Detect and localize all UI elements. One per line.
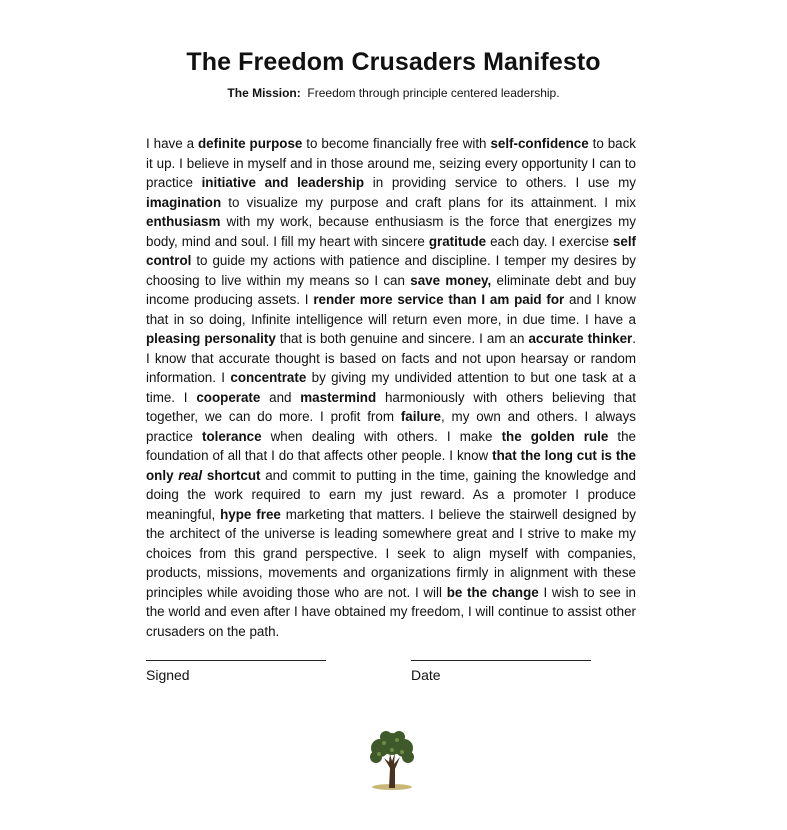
emphasis-text: self control <box>146 233 636 268</box>
emphasis-text: concentrate <box>230 370 307 385</box>
body-text-segment: and I know that in so doing, Infinite intelligence will return even more, in due time. I have a <box>146 292 636 327</box>
tree-icon <box>362 728 422 792</box>
signed-label: Signed <box>146 667 190 683</box>
body-text-segment: eliminate debt and buy income producing assets. I <box>146 272 636 307</box>
body-text-segment: by giving my undivided attention to but one task at a time. I <box>146 370 637 405</box>
signature-line <box>146 643 326 661</box>
emphasis-text: accurate thinker <box>528 331 633 346</box>
signature-field <box>146 643 326 683</box>
body-text-segment: when dealing with others. I make <box>261 428 502 444</box>
mission-text: Freedom through principle centered leadership. <box>307 86 560 100</box>
body-text-segment: and <box>260 389 301 405</box>
date-label: Date <box>411 667 441 683</box>
emphasis-text: render more service than I am paid for <box>313 292 565 307</box>
mission-label: The Mission: <box>227 86 301 100</box>
body-text-segment: , my own and others. I always practice <box>146 409 637 444</box>
emphasis-text: enthusiasm <box>146 214 221 229</box>
body-text-segment: . I know that accurate thought is based on facts and not upon hearsay or random information. I <box>146 331 636 385</box>
date-field <box>411 643 591 683</box>
body-text-segment: marketing that matters. I believe the stairwell designed by the architect of the universe is leading somewhere great and I strive to make my choices from this grand perspective. I seek to align myself with companies, products, missions, movements and organizations firmly in alignment with these principles while avoiding those who are not. I will <box>146 506 636 600</box>
body-text-segment: to visualize my purpose and craft plans for its attainment. I mix <box>221 194 636 210</box>
mission-statement <box>0 86 787 100</box>
emphasis-text: mastermind <box>300 389 377 405</box>
emphasis-text: tolerance <box>201 428 262 444</box>
emphasis-text: pleasing personality <box>146 331 276 346</box>
emphasis-text: initiative and leadership <box>201 175 365 190</box>
emphasis-text: hype free <box>220 506 281 522</box>
body-text-segment: harmoniously with others believing that together, we can do more. I profit from <box>146 389 636 424</box>
emphasis-text: gratitude <box>428 233 487 249</box>
manifesto-paragraph <box>146 134 636 641</box>
emphasis-text: real <box>178 467 203 483</box>
emphasis-text: failure <box>400 409 441 424</box>
emphasis-text: imagination <box>146 194 222 210</box>
body-text-segment: that is both genuine and sincere. I am an <box>275 331 529 346</box>
document-title: The Freedom Crusaders Manifesto <box>186 48 601 76</box>
date-line <box>411 643 591 661</box>
body-text-segment: each day. I exercise <box>486 233 613 249</box>
body-text-segment: and commit to putting in the time, gaining the knowledge and doing the work required to earn my just reward. As a promoter I produce meaningful, <box>146 467 636 522</box>
emphasis-text: that the long cut is the only <box>146 448 636 483</box>
body-text-segment: with my work, because enthusiasm is the force that energizes my body, mind and soul. I fill my heart with sincere <box>146 214 636 249</box>
body-text-segment: to guide my actions with patience and discipline. I temper my desires by choosing to live within my means so I can <box>146 253 636 288</box>
body-text-segment: to become financially free with <box>302 136 491 151</box>
emphasis-text: the golden rule <box>501 428 609 444</box>
body-text-segment: I have a <box>146 136 198 151</box>
emphasis-text: definite purpose <box>198 136 303 151</box>
emphasis-text: be the change <box>446 584 539 600</box>
body-text-segment: I wish to see in the world and even after I have obtained my freedom, I will continue to assist other crusaders on the path. <box>146 584 636 639</box>
emphasis-text: self-confidence <box>490 136 589 151</box>
emphasis-text: cooperate <box>196 389 261 405</box>
emphasis-text: save money, <box>410 272 492 288</box>
body-text-segment: to back it up. I believe in myself and in those around me, seizing every opportunity I can to practice <box>146 136 636 190</box>
emphasis-text: shortcut <box>202 467 261 483</box>
body-text-segment: the foundation of all that I do that affects other people. I know <box>146 428 636 463</box>
body-text-segment: in providing service to others. I use my <box>364 175 636 190</box>
